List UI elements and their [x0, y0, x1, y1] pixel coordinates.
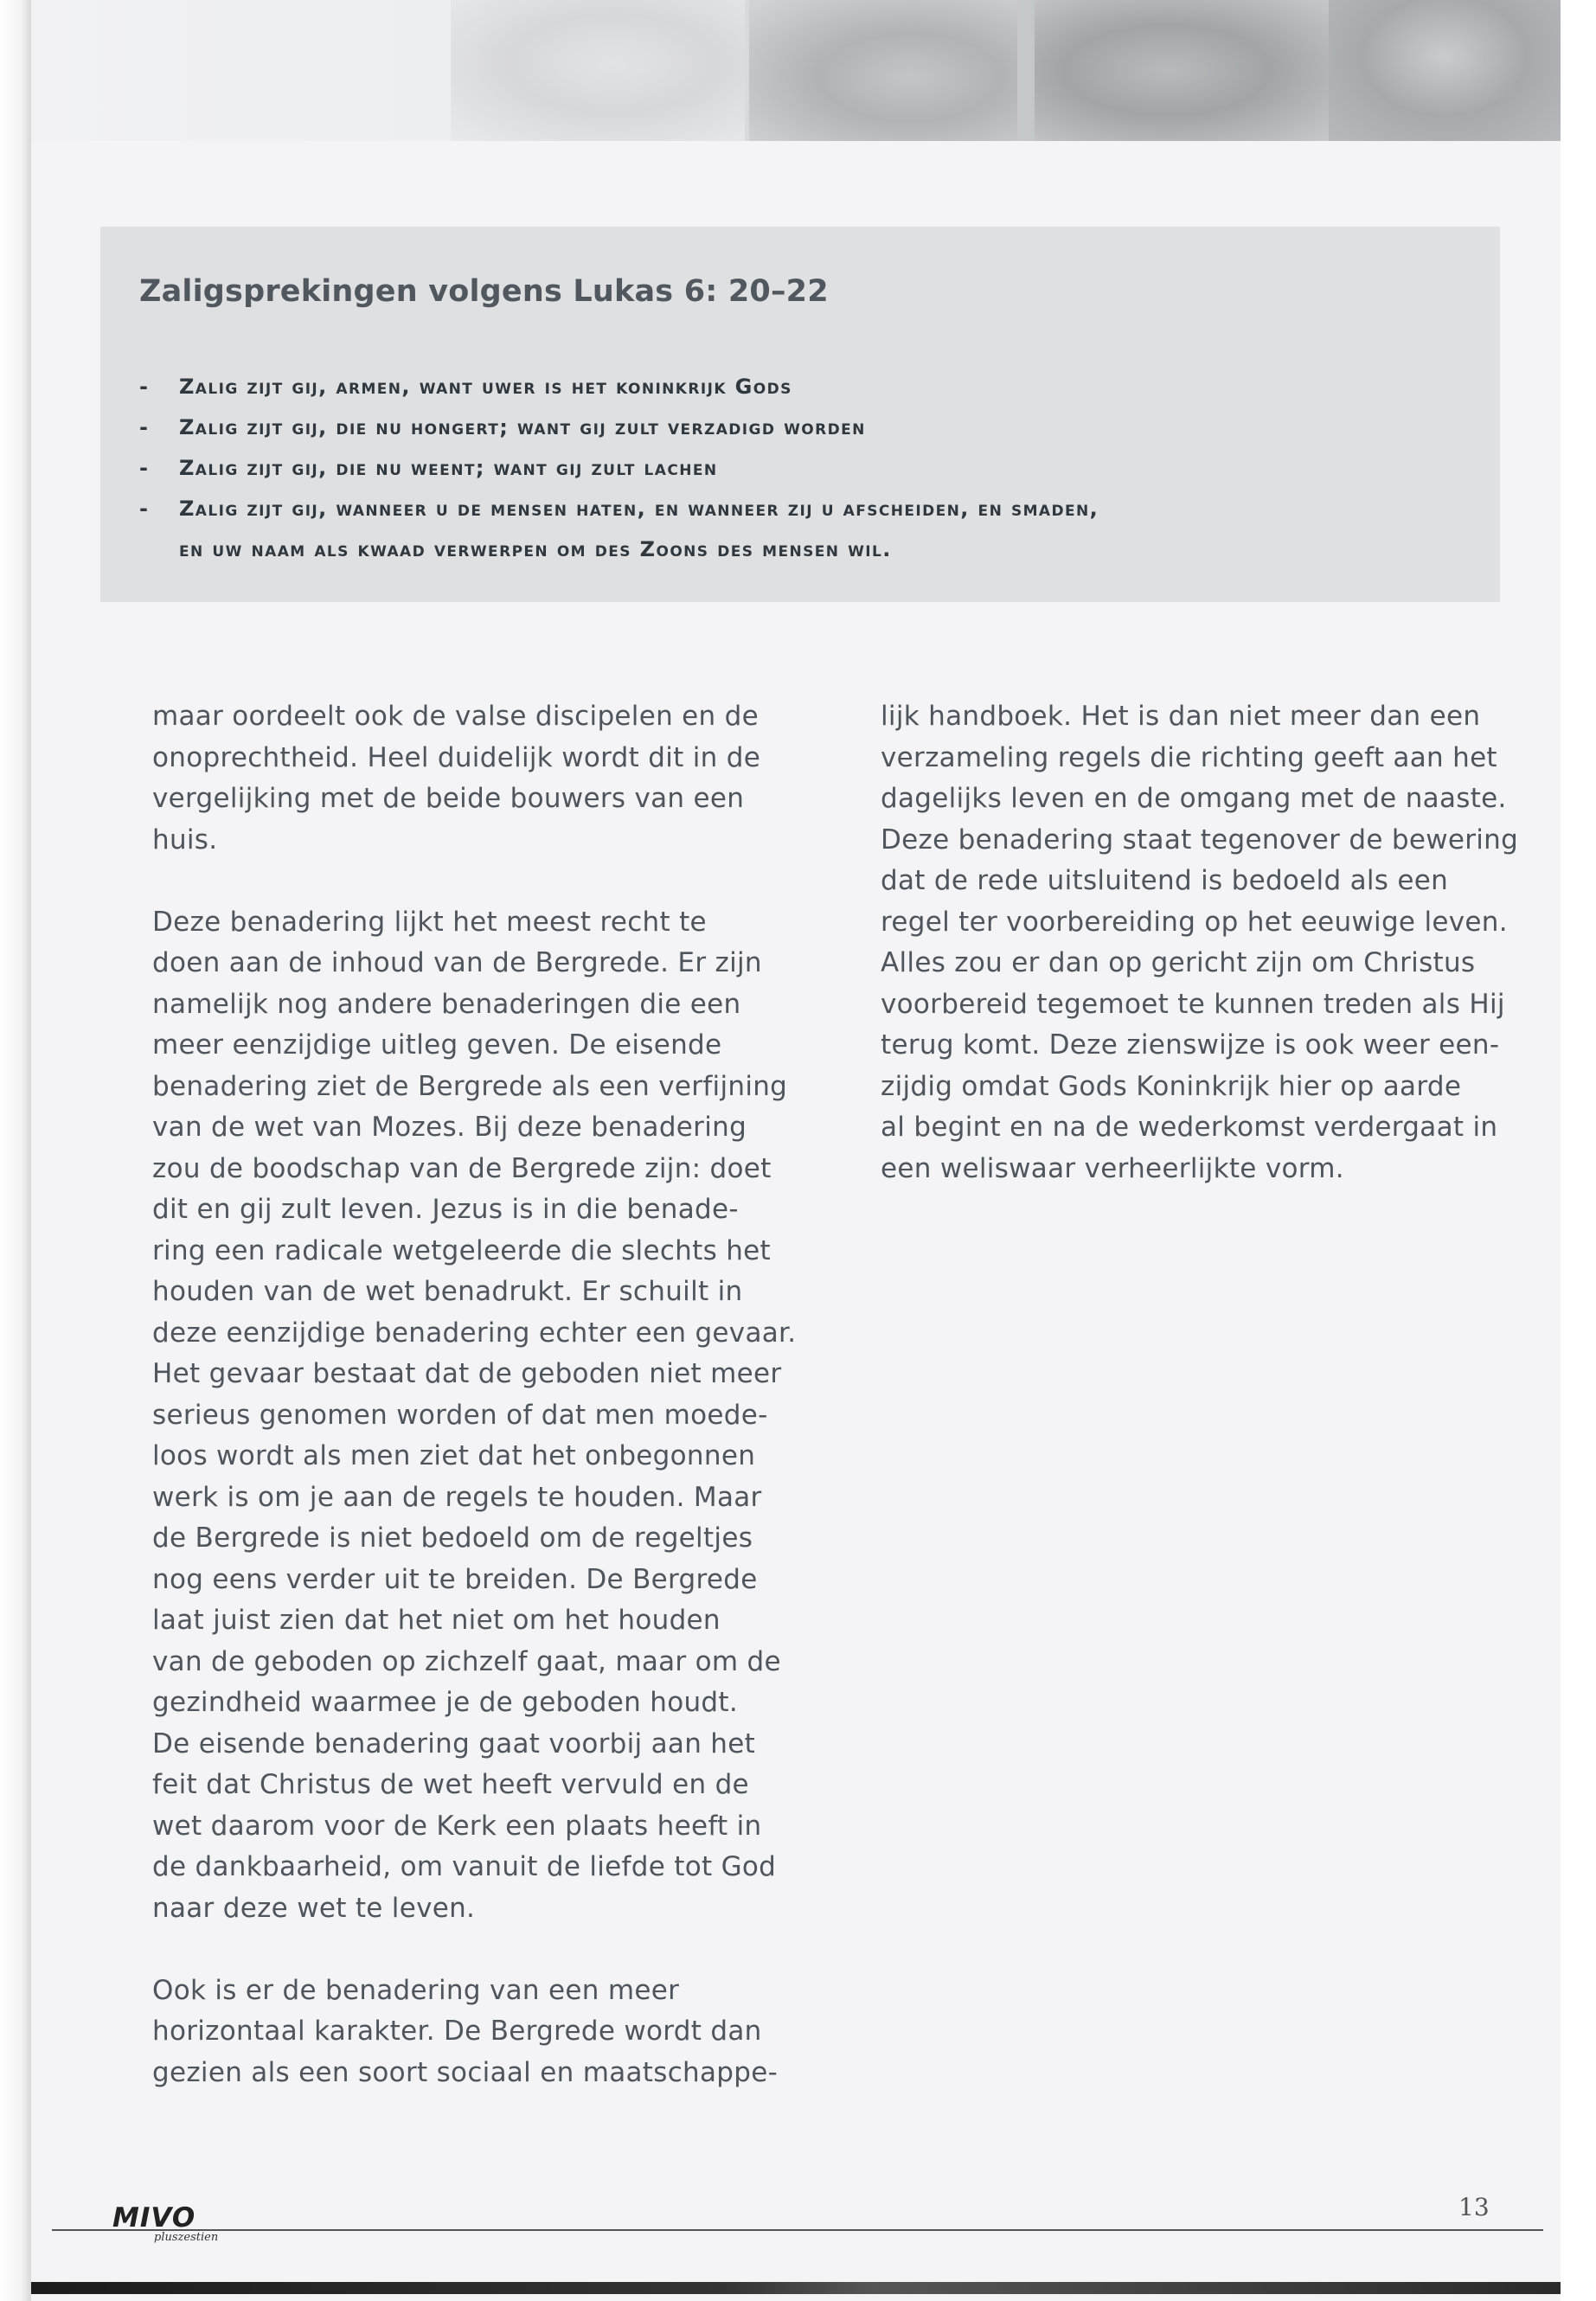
text-line: Ook is er de benadering van een meer: [152, 1974, 680, 2006]
text-line: naar deze wet te leven.: [152, 1892, 476, 1924]
text-line: dat de rede uitsluitend is bedoeld als een: [881, 865, 1449, 896]
beatitude-item: [139, 448, 1099, 489]
beatitudes-list: [139, 367, 1099, 570]
text-line: zijdig omdat Gods Koninkrijk hier op aarde: [881, 1070, 1462, 1102]
scan-left-edge: [0, 0, 31, 2301]
bullet-dash: -: [139, 497, 150, 521]
text-line: gezien als een soort sociaal en maatschappe-: [152, 2056, 779, 2088]
text-line: dit en gij zult leven. Jezus is in die benade-: [152, 1194, 739, 1225]
mivo-logo: MIVO: [112, 2202, 196, 2234]
beatitude-text: Zalig zijt gij, die nu hongert; want gij zult verzadigd worden: [179, 415, 866, 439]
beatitude-text: Zalig zijt gij, armen, want uwer is het koninkrijk Gods: [179, 375, 792, 399]
beatitudes-box: [100, 227, 1500, 602]
text-line: laat juist zien dat het niet om het houden: [152, 1605, 721, 1636]
text-line: voorbereid tegemoet te kunnen treden als Hij: [881, 988, 1505, 1020]
scan-bottom-band: [31, 2282, 1561, 2294]
text-line: zou de boodschap van de Bergrede zijn: doet: [152, 1152, 772, 1184]
text-line: gezindheid waarmee je de geboden houdt.: [152, 1687, 739, 1718]
right-text-column: [881, 696, 1518, 1189]
bullet-dash: -: [139, 456, 150, 480]
header-photo-1: [451, 0, 745, 141]
text-line: de Bergrede is niet bedoeld om de regeltjes: [152, 1522, 753, 1554]
text-line: terug komt. Deze zienswijze is ook weer een-: [881, 1029, 1500, 1061]
beatitude-continuation: en uw naam als kwaad verwerpen om des Zoons des mensen wil.: [179, 537, 892, 561]
text-line: horizontaal karakter. De Bergrede wordt dan: [152, 2016, 762, 2047]
text-line: maar oordeelt ook de valse discipelen en de: [152, 701, 759, 732]
text-line: al begint en na de wederkomst verdergaat in: [881, 1112, 1498, 1143]
text-line: vergelijking met de beide bouwers van een: [152, 783, 745, 814]
beatitude-item: [139, 489, 1099, 570]
text-line: onoprechtheid. Heel duidelijk wordt dit in de: [152, 741, 761, 773]
paragraph-gap: [152, 861, 796, 902]
text-line: werk is om je aan de regels te houden. Maar: [152, 1481, 762, 1513]
text-line: houden van de wet benadrukt. Er schuilt in: [152, 1276, 743, 1307]
beatitude-text: Zalig zijt gij, wanneer u de mensen haten, en wanneer zij u afscheiden, en smaden,: [179, 497, 1099, 521]
text-line: nog eens verder uit te breiden. De Bergrede: [152, 1563, 758, 1595]
box-title: Zaligsprekingen volgens Lukas 6: 20–22: [139, 274, 829, 309]
text-line: regel ter voorbereiding op het eeuwige leven.: [881, 906, 1508, 938]
bullet-dash: -: [139, 375, 150, 399]
text-line: ring een radicale wetgeleerde die slechts het: [152, 1234, 771, 1266]
beatitude-item: [139, 367, 1099, 407]
logo-subtitle: pluszestien: [154, 2231, 219, 2244]
text-line: De eisende benadering gaat voorbij aan het: [152, 1727, 756, 1759]
text-line: de dankbaarheid, om vanuit de liefde tot God: [152, 1851, 777, 1882]
text-line: benadering ziet de Bergrede als een verfijning: [152, 1070, 788, 1102]
text-line: namelijk nog andere benaderingen die een: [152, 988, 741, 1020]
text-line: Deze benadering staat tegenover de bewering: [881, 824, 1519, 856]
left-text-column: [152, 696, 796, 2093]
beatitude-text: Zalig zijt gij, die nu weent; want gij zult lachen: [179, 456, 718, 480]
text-line: huis.: [152, 824, 218, 856]
text-line: wet daarom voor de Kerk een plaats heeft in: [152, 1810, 762, 1842]
paragraph-gap: [152, 1929, 796, 1971]
bullet-dash: -: [139, 415, 150, 439]
text-line: lijk handboek. Het is dan niet meer dan een: [881, 701, 1481, 732]
text-line: Alles zou er dan op gericht zijn om Christus: [881, 947, 1476, 978]
text-line: feit dat Christus de wet heeft vervuld en de: [152, 1769, 749, 1800]
header-photo-4: [1329, 0, 1561, 141]
page-number: 13: [1458, 2193, 1490, 2221]
text-line: meer eenzijdige uitleg geven. De eisende: [152, 1029, 722, 1061]
text-line: Deze benadering lijkt het meest recht te: [152, 906, 707, 938]
text-line: loos wordt als men ziet dat het onbegonnen: [152, 1440, 756, 1471]
scan-right-margin: [1561, 0, 1596, 2301]
header-photo-2: [749, 0, 1017, 141]
text-line: dagelijks leven en de omgang met de naaste.: [881, 783, 1507, 814]
text-line: van de wet van Mozes. Bij deze benadering: [152, 1112, 747, 1143]
text-line: doen aan de inhoud van de Bergrede. Er zijn: [152, 947, 762, 978]
beatitude-item: [139, 407, 1099, 448]
text-line: van de geboden op zichzelf gaat, maar om de: [152, 1645, 781, 1677]
text-line: serieus genomen worden of dat men moede-: [152, 1399, 768, 1431]
text-line: deze eenzijdige benadering echter een gevaar.: [152, 1317, 797, 1349]
text-line: een weliswaar verheerlijkte vorm.: [881, 1152, 1344, 1184]
header-photo-strip: [31, 0, 1561, 141]
text-line: Het gevaar bestaat dat de geboden niet meer: [152, 1358, 782, 1389]
footer-rule: [52, 2229, 1543, 2231]
header-photo-3: [1035, 0, 1329, 141]
text-line: verzameling regels die richting geeft aan het: [881, 741, 1497, 773]
